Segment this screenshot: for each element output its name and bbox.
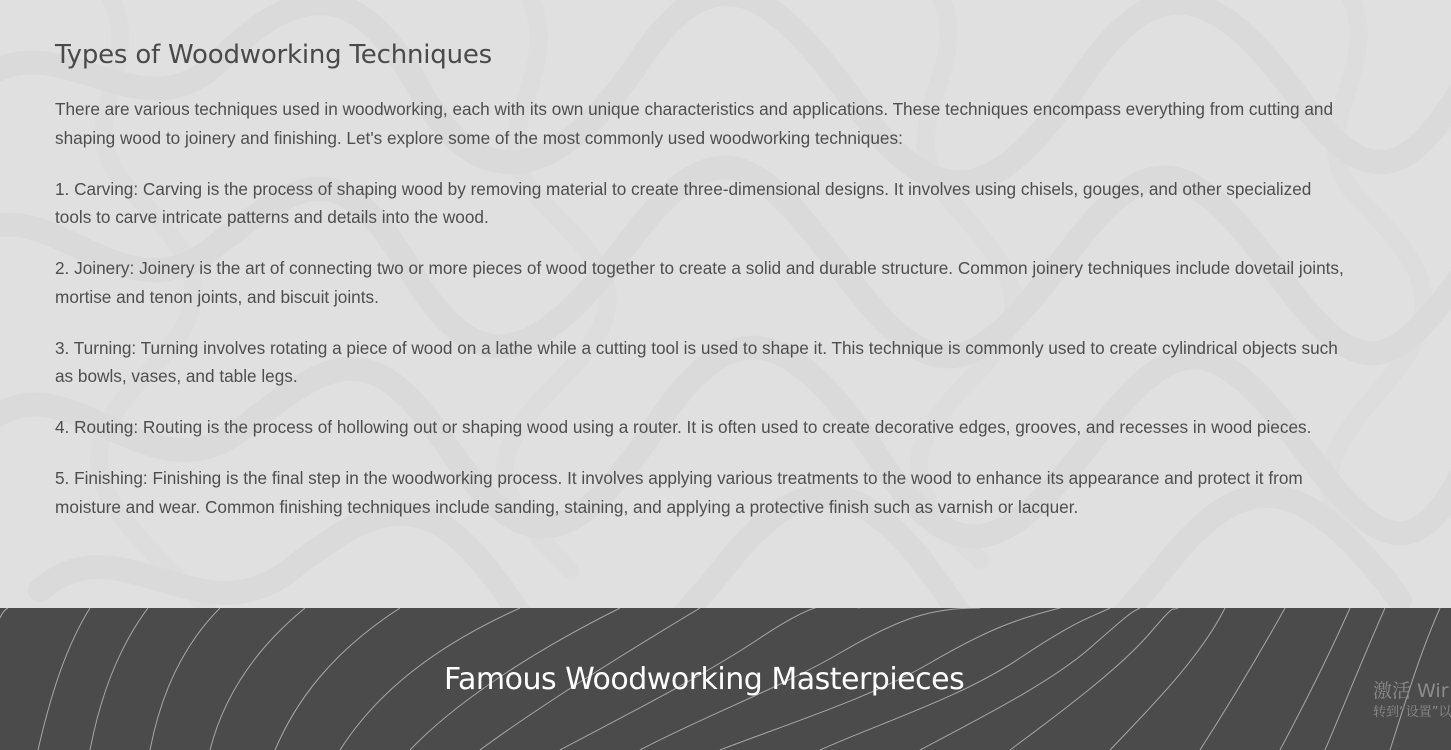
activation-watermark bbox=[1373, 678, 1451, 722]
techniques-intro: There are various techniques used in woodworking, each with its own unique characteristics and applications. These techniques encompass everything from cutting and shaping wood to joinery and finishing. Let's explore some of the most commonly used woodworking techniques: bbox=[55, 99, 1334, 148]
technique-item-carving: 1. Carving: Carving is the process of shaping wood by removing material to create three-dimensional designs. It involves using chisels, gouges, and other specialized tools to carve intricate patterns and details into the wood. bbox=[55, 178, 1312, 227]
technique-item-routing: 4. Routing: Routing is the process of hollowing out or shaping wood using a router. It is often used to create decorative edges, grooves, and recesses in wood pieces. bbox=[55, 417, 1312, 437]
techniques-title: Types of Woodworking Techniques bbox=[55, 40, 493, 70]
watermark-line-1: 激活 Wir bbox=[1373, 680, 1449, 702]
masterpieces-title: Famous Woodworking Masterpieces bbox=[444, 662, 965, 697]
techniques-content bbox=[55, 0, 1345, 521]
masterpieces-section bbox=[0, 608, 1451, 750]
technique-item-joinery: 2. Joinery: Joinery is the art of connecting two or more pieces of wood together to create a solid and durable structure. Common joinery techniques include dovetail joints, mortise and tenon joints, and biscuit joints. bbox=[55, 258, 1344, 307]
watermark-line-2: 转到“设置”以 bbox=[1373, 705, 1451, 720]
technique-item-finishing: 5. Finishing: Finishing is the final step in the woodworking process. It involves applying various treatments to the wood to enhance its appearance and protect it from moisture and wear. Common finishing techniques include sanding, staining, and applying a protective finish such as varnish or lacquer. bbox=[55, 468, 1303, 517]
technique-item-turning: 3. Turning: Turning involves rotating a piece of wood on a lathe while a cutting tool is used to shape it. This technique is commonly used to create cylindrical objects such as bowls, vases, and table legs. bbox=[55, 337, 1338, 386]
